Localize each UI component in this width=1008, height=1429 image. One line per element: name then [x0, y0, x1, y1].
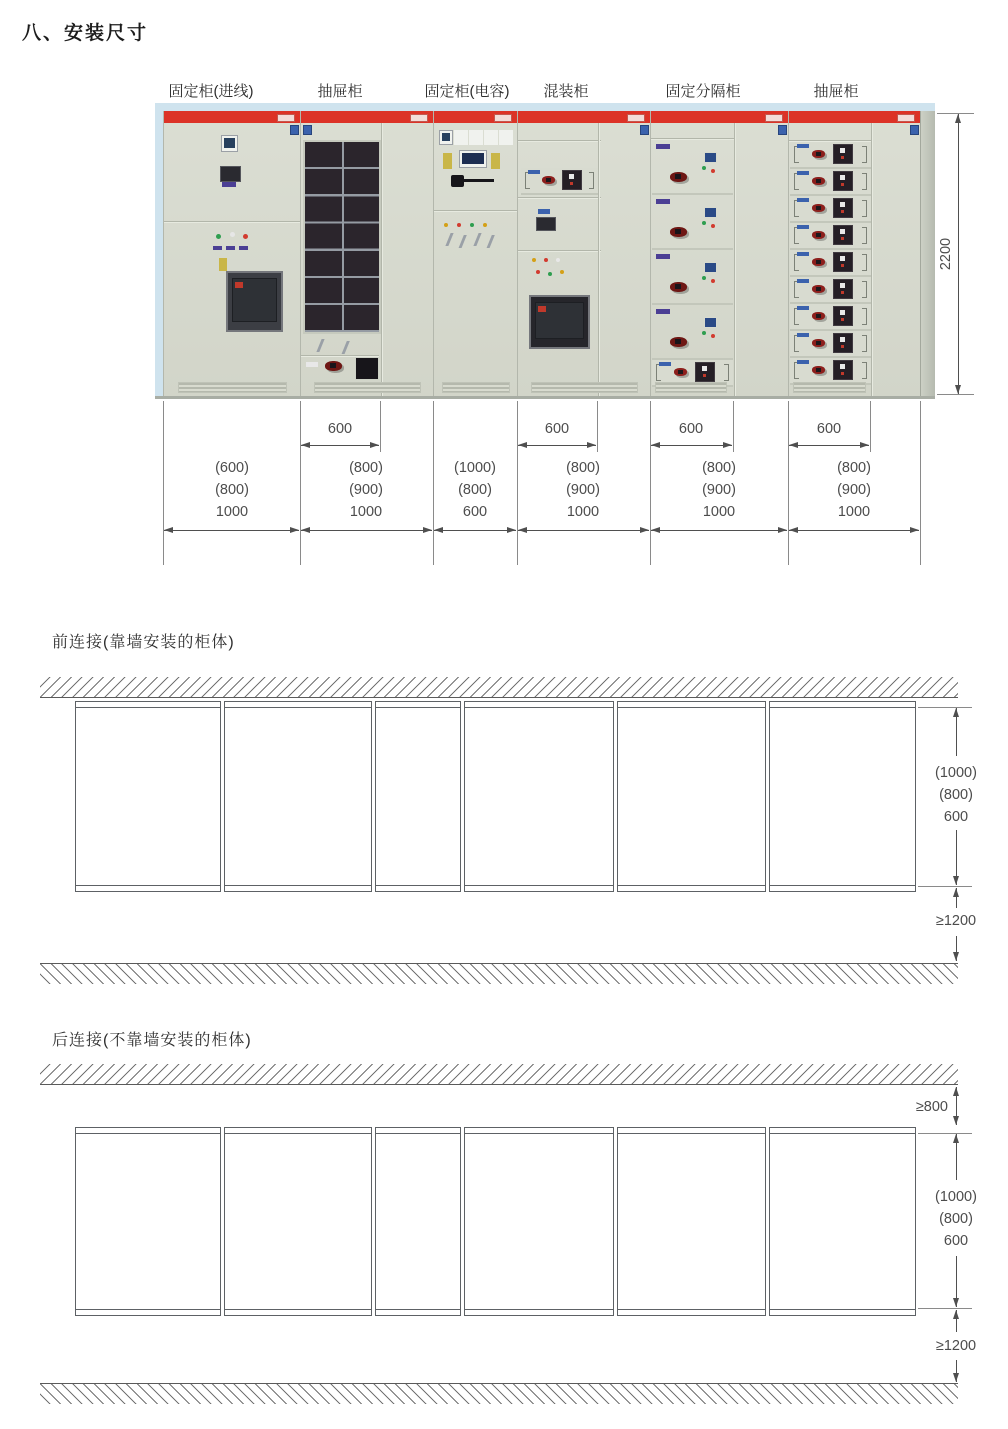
meter-module: [355, 357, 379, 380]
nameplate-label: [494, 114, 512, 122]
cabinet-label-drawer-1: 抽屉柜: [317, 83, 363, 100]
mini-display: [704, 262, 717, 273]
sub-dim-label: 600: [678, 421, 704, 437]
mcc-drawer-stack: [303, 140, 381, 334]
rear-depth-dim-bottom: [956, 1256, 957, 1307]
front-connection-title: 前连接(靠墙安装的柜体): [52, 634, 235, 651]
nameplate-label: [627, 114, 645, 122]
front-cabinet-box-5: [617, 701, 766, 892]
dim-guide: [300, 401, 301, 565]
photo-cabinet-fixed-capacitor: [433, 111, 518, 396]
red-nameplate-band: [301, 111, 434, 123]
main-switch-bar: [462, 179, 494, 182]
rear-wallgap-label: ≥800: [915, 1099, 948, 1115]
sub-dim-arrow: [651, 445, 732, 446]
drawer-module: [833, 360, 853, 380]
vent-grille: [442, 382, 509, 393]
drawer-unit: [790, 142, 871, 169]
dim-guide: [788, 401, 789, 565]
dim-subguide: [870, 401, 871, 452]
rear-wall: [40, 1064, 958, 1085]
light-tags: [213, 246, 222, 250]
indicator-lights-row1: [532, 258, 536, 262]
photo-cabinet-fixed-incoming: [163, 111, 301, 396]
red-nameplate-band: [164, 111, 301, 123]
end-side-panel: [920, 111, 935, 396]
drawer-unit: [790, 169, 871, 196]
compartment-lights: [702, 221, 706, 225]
vent-grille: [793, 382, 866, 393]
fuse-row: [445, 233, 453, 246]
rear-aisle-dim-bottom: [956, 1360, 957, 1382]
width-dim-arrow: [164, 530, 299, 531]
compartment-switch: [670, 227, 687, 237]
front-cabinet-box-2: [224, 701, 372, 892]
width-dim-arrow: [518, 530, 649, 531]
rotary-switch: [325, 361, 342, 371]
rear-cabinet-box-2: [224, 1127, 372, 1316]
partition-compartment-4: [652, 305, 733, 360]
nameplate-label: [277, 114, 295, 122]
sub-dim-label: 600: [327, 421, 353, 437]
compartment-tag: [656, 199, 670, 204]
red-nameplate-band: [518, 111, 651, 123]
drawer-knob: [812, 312, 825, 320]
partition-compartment-2: [652, 195, 733, 250]
mini-display: [704, 317, 717, 328]
drawer-module: [833, 252, 853, 272]
front-ext-top: [918, 707, 972, 708]
compartment-tag: [656, 254, 670, 259]
brand-badge: [303, 125, 312, 135]
rear-depth-dim-top: [956, 1134, 957, 1180]
width-dim-arrow: [301, 530, 432, 531]
vent-grille: [178, 382, 288, 393]
front-cabinet-box-3: [375, 701, 461, 892]
width-dim-arrow: [651, 530, 787, 531]
drawer-module: [833, 225, 853, 245]
sub-dim-arrow: [301, 445, 379, 446]
drawer-knob: [812, 339, 825, 347]
drawer-knob: [542, 176, 555, 184]
column-divider: [598, 123, 599, 396]
front-aisle-dim-top: [956, 888, 957, 908]
drawer-module: [562, 170, 582, 190]
drawer-column: [790, 142, 871, 385]
breaker-unit: [529, 295, 590, 349]
rear-aisle-dim-top: [956, 1310, 957, 1332]
photo-cabinet-drawer-2: [788, 111, 921, 396]
front-floor-edge: [40, 963, 958, 984]
drawer-knob: [812, 366, 825, 374]
nameplate-label: [897, 114, 915, 122]
drawer-unit: [790, 277, 871, 304]
controller-display: [459, 150, 487, 168]
drawer-unit: [790, 250, 871, 277]
fuse-handles: [443, 153, 452, 169]
drawer-unit: [790, 331, 871, 358]
floor-shadow: [155, 396, 935, 399]
height-dim-label: 2200: [935, 238, 957, 270]
capacitor-meters-row: [439, 130, 453, 145]
cabinet-label-fixed-capacitor: 固定柜(电容): [424, 83, 510, 100]
cabinet-label-drawer-2: 抽屉柜: [813, 83, 859, 100]
red-nameplate-band: [789, 111, 921, 123]
panel-divider: [164, 221, 301, 222]
compartment-tag: [656, 309, 670, 314]
column-divider: [381, 123, 382, 396]
compartment-switch: [670, 282, 687, 292]
nameplate-label: [765, 114, 783, 122]
nameplate-label: [410, 114, 428, 122]
switch-tag: [538, 209, 550, 214]
width-options-group-1: (600) (800) 1000: [215, 460, 249, 520]
photo-cabinet-mixed: [517, 111, 651, 396]
dim-subguide: [597, 401, 598, 452]
switchgear-photo: [155, 103, 935, 399]
cabinet-label-fixed-partition: 固定分隔柜: [665, 83, 741, 100]
drawer-module: [833, 198, 853, 218]
label-chip: [306, 362, 318, 367]
front-aisle-dim-bottom: [956, 936, 957, 961]
brand-badge: [640, 125, 649, 135]
rear-cabinet-box-3: [375, 1127, 461, 1316]
indicator-lights: [444, 223, 448, 227]
drawer-unit: [521, 168, 598, 195]
panel-divider: [518, 197, 601, 198]
column-divider: [734, 123, 735, 396]
front-cabinet-box-6: [769, 701, 916, 892]
rear-cabinet-box-5: [617, 1127, 766, 1316]
panel-divider: [518, 140, 601, 141]
front-depth-dim-bottom: [956, 830, 957, 885]
small-switch: [536, 217, 556, 231]
panel-divider: [651, 138, 734, 139]
panel-divider: [301, 355, 379, 356]
lever-handles: [316, 339, 324, 352]
mini-display: [704, 152, 717, 163]
compartment-switch: [670, 172, 687, 182]
sub-dim-label: 600: [816, 421, 842, 437]
red-nameplate-band: [651, 111, 789, 123]
compartment-lights: [702, 331, 706, 335]
front-ext-bottom: [918, 886, 972, 887]
rear-ext-top: [918, 1133, 972, 1134]
brand-badge: [778, 125, 787, 135]
compartment-tag: [656, 144, 670, 149]
dim-subguide: [380, 401, 381, 452]
front-wall: [40, 677, 958, 698]
rear-depth-labels: (1000) (800) 600: [935, 1189, 977, 1249]
width-dim-arrow: [789, 530, 919, 531]
width-options-group-6: (800) (900) 1000: [837, 460, 871, 520]
drawer-module: [833, 333, 853, 353]
air-circuit-breaker: [226, 271, 283, 332]
sub-dim-arrow: [518, 445, 596, 446]
sub-dim-label: 600: [544, 421, 570, 437]
key-handle: [219, 258, 227, 271]
panel-divider: [789, 140, 873, 141]
switch-tag: [222, 182, 236, 187]
front-depth-labels: (1000) (800) 600: [935, 765, 977, 825]
sub-dim-arrow: [789, 445, 869, 446]
page-title: 八、安装尺寸: [22, 23, 149, 44]
drawer-unit: [790, 223, 871, 250]
dim-guide: [920, 401, 921, 565]
drawer-knob: [812, 177, 825, 185]
compartment-lights: [702, 166, 706, 170]
rear-wallgap-dim: [956, 1087, 957, 1125]
panel-divider: [434, 210, 518, 211]
front-aisle-label: ≥1200: [934, 910, 978, 932]
cabinet-label-fixed-incoming: 固定柜(进线): [168, 83, 254, 100]
height-dim-line: [958, 114, 959, 394]
partition-compartment-1: [652, 140, 733, 195]
drawer-module: [833, 279, 853, 299]
rear-aisle-label: ≥1200: [934, 1335, 978, 1357]
drawer-knob: [812, 231, 825, 239]
red-nameplate-band: [434, 111, 518, 123]
rear-floor-edge: [40, 1383, 958, 1404]
drawer-knob: [812, 258, 825, 266]
brand-badge: [290, 125, 299, 135]
column-divider: [871, 123, 872, 396]
partition-compartment-3: [652, 250, 733, 305]
vent-grille: [531, 382, 637, 393]
drawer-module: [833, 306, 853, 326]
drawer-module: [833, 144, 853, 164]
drawer-unit: [790, 304, 871, 331]
drawer-knob: [674, 368, 687, 376]
vent-grille: [314, 382, 420, 393]
drawer-tag: [659, 362, 671, 366]
panel-meter: [221, 135, 238, 152]
dim-guide: [650, 401, 651, 565]
rear-cabinet-box-1: [75, 1127, 221, 1316]
drawer-knob: [812, 150, 825, 158]
dim-guide: [163, 401, 164, 565]
rear-cabinet-box-4: [464, 1127, 614, 1316]
control-switch: [220, 166, 241, 182]
mini-display: [704, 207, 717, 218]
indicator-lights-row2: [536, 270, 540, 274]
compartment-switch: [670, 337, 687, 347]
front-cabinet-box-1: [75, 701, 221, 892]
panel-divider: [518, 250, 601, 251]
vent-grille: [655, 382, 727, 393]
cabinet-label-mixed: 混装柜: [543, 83, 589, 100]
drawer-module: [695, 362, 715, 382]
front-depth-dim-top: [956, 708, 957, 756]
width-options-group-3: (1000) (800) 600: [454, 460, 496, 520]
compartment-lights: [702, 276, 706, 280]
rear-ext-bottom: [918, 1308, 972, 1309]
rear-cabinet-box-6: [769, 1127, 916, 1316]
indicator-lights: [216, 234, 221, 239]
drawer-tag: [528, 170, 540, 174]
drawer-unit: [790, 358, 871, 385]
height-ext-bottom: [937, 394, 974, 395]
dim-subguide: [733, 401, 734, 452]
width-options-group-5: (800) (900) 1000: [702, 460, 736, 520]
photo-cabinet-drawer-1: [300, 111, 434, 396]
rear-connection-title: 后连接(不靠墙安装的柜体): [52, 1032, 252, 1049]
width-dim-arrow: [434, 530, 516, 531]
drawer-unit: [790, 196, 871, 223]
drawer-knob: [812, 204, 825, 212]
width-options-group-4: (800) (900) 1000: [566, 460, 600, 520]
brand-badge: [910, 125, 919, 135]
photo-cabinet-fixed-partition: [650, 111, 789, 396]
width-options-group-2: (800) (900) 1000: [349, 460, 383, 520]
drawer-module: [833, 171, 853, 191]
front-cabinet-box-4: [464, 701, 614, 892]
drawer-knob: [812, 285, 825, 293]
